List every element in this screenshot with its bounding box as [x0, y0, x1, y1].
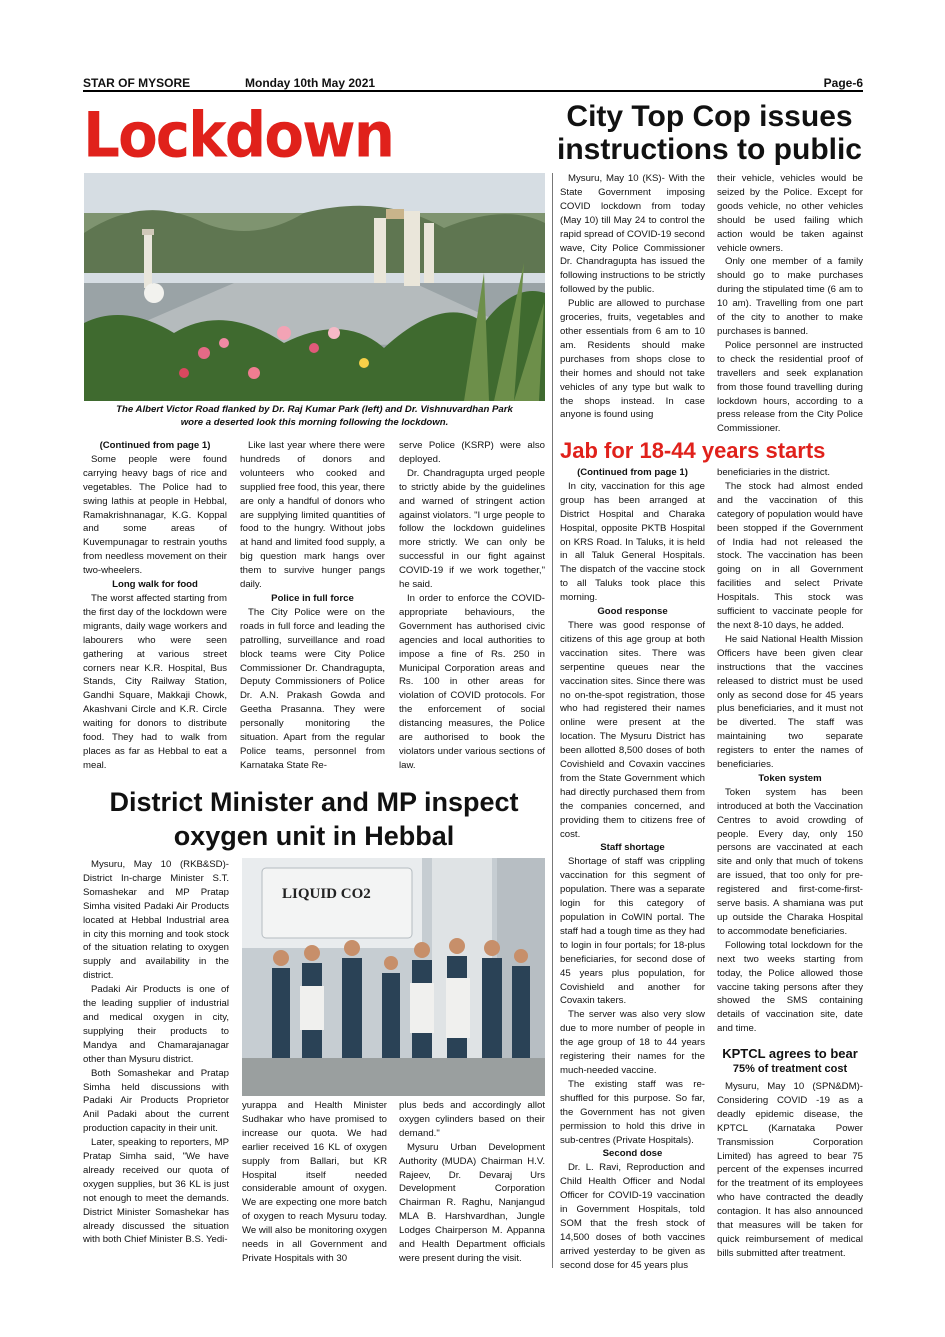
paragraph: The server was also very slow due to more number of people in the age group of 18 to 44 years registering their names for the much-needed vaccine. — [560, 1009, 705, 1076]
topcop-column-1 — [560, 172, 705, 422]
paragraph: The City Police were on the roads in full force and leading the patrolling, surveillance and road block teams were City Police Commissioner Dr. Chandragupta, Deputy Commissioners of Police Dr. A.N. Prakash Gowda and Geetha Prasanna. They were personally monitoring the situation. Apart from the regular Police teams, personnel from Karnataka State Re- — [240, 606, 385, 771]
paragraph: In order to enforce the COVID-appropriate behaviours, the Government has authorised civic agencies and local authorities to impose a fine of Rs. 250 in Municipal Corporation areas and Rs. 100 in other areas for violation of COVID protocols. For the enforcement of social distancing measures, the Police are authorised to book the violators under various sections of law. — [399, 592, 545, 771]
paragraph: There was good response of citizens of this age group at both vaccination sites. There was serpentine queues near the vaccination sites. Since there was no on-the-spot registration, those who had registered their names online were present at the location. The Mysuru District has been allotted 8,500 doses of both Covishield and Covaxin vaccines from the State Government which had directly purchased them from the companies concerned, and providing them to citizens free of cost. — [560, 619, 705, 840]
kptcl-headline-line-2: 75% of treatment cost — [732, 1063, 848, 1075]
paragraph: beneficiaries in the district. — [717, 467, 831, 478]
paragraph: their vehicle, vehicles would be seized by the Police. Except for goods vehicle, no other vehicles should be used failing which action would be taken against vehicle owners. — [717, 173, 863, 254]
paragraph: Shortage of staff was crippling vaccination for this segment of population. There was a separate login for this category of population in CoWIN portal. The staff had a tough time as they had to login in four portals; for 18-plus beneficiaries, for second dose of 45 years plus population, for Covishield and another for Covaxin takers. — [560, 856, 705, 1007]
paragraph: Mysuru, May 10 (RKB&SD)- District In-charge Minister S.T. Somashekar and MP Pratap Simha visited Padaki Air Products located at Hebbal Industrial area in city this morning and took stock of the situation relating to oxygen supply and availability in the district. — [83, 859, 229, 982]
district-headline-line-2: oxygen unit in Hebbal — [173, 821, 455, 851]
paragraph: Like last year where there were hundreds of donors and volunteers who cooked and supplied free food, this year, there are only a handful of donors who are supplying limited quantities of food to the hungry. Without jobs at hand and limited food supply, a big question mark hangs over them to survive hunger pangs daily. — [240, 440, 385, 591]
paragraph: He said National Health Mission Officers have been given clear instructions that the vaccines released to district must be used only as second dose for 45 years plus beneficiaries, and it must not be diverted. The staff was maintaining two separate registers to enter the names of beneficiaries. — [717, 633, 863, 771]
caption-line-1: The Albert Victor Road flanked by Dr. Raj Kumar Park (left) and Dr. Vishnuvardhan Park — [116, 404, 513, 415]
jab-column-1 — [560, 466, 705, 1273]
paragraph: Dr. L. Ravi, Reproduction and Child Health Officer and Nodal Officer for COVID-19 vaccination in Government Hospitals, told SOM that the fresh stock of 14,500 doses of both vaccines arrived yesterday to be given as second dose for 45 years plus — [560, 1162, 705, 1271]
kptcl-headline — [717, 1046, 863, 1077]
paragraph: Public are allowed to purchase groceries, fruits, vegetables and other essentials from 6 am to 10 am. Residents should make purchases from shops close to their homes and should not take vehicles of any type but walk to the shops instead. In case anyone is found using — [560, 298, 705, 421]
paragraph: The existing staff was re-shuffled for this purpose. So far, the Government has not given permission to hold this drive in sub-centres (Private Hospitals). — [560, 1078, 705, 1146]
albert-victor-road-photo — [84, 173, 545, 401]
paragraph: Padaki Air Products is one of the leading supplier of industrial and medical oxygen in city, supplying their products to Mandya and Chamarajanagar other than Mysuru district. — [83, 984, 229, 1065]
subhead-second-dose: Second dose — [602, 1148, 663, 1160]
masthead — [83, 74, 863, 92]
topcop-column-2 — [717, 172, 863, 436]
paragraph: plus beds and accordingly allot oxygen cylinders based on their demand." — [399, 1100, 545, 1139]
paragraph: Both Somashekar and Pratap Simha held discussions with Padaki Air Products Proprietor Anil Padaki about the current production capacity in their unit. — [83, 1067, 229, 1135]
paragraph: The stock had almost ended and the vaccination of this category of population would have been stopped if the Government of India had not released the stock. The vaccination has been going on in all Government facilities and select Private Hospitals. This stock was sufficient to vaccinate people for the next 8-10 days, he added. — [717, 480, 863, 631]
liquid-co2-sign: LIQUID CO2 — [282, 886, 371, 902]
paragraph: Police personnel are instructed to check the residential proof of travellers and seek explanation from those found travelling during lockdown hours, according to a press release from the City Police Commissioner. — [717, 339, 863, 435]
paragraph: Only one member of a family should go to make purchases during the stipulated time (6 am to 10 am). Travelling from one part of the city to another to make purchases is banned. — [717, 256, 863, 337]
paragraph: In city, vaccination for this age group has been arranged at District Hospital and Charaka Hospital, opposite PKTB Hospital on KRS Road. In Taluks, it is held in all Taluk General Hospitals. The dispatch of the vaccine stock to all Taluks took place this morning. — [560, 480, 705, 604]
district-column-3 — [399, 1099, 545, 1266]
jab-headline: Jab for 18-44 years starts — [560, 438, 826, 463]
paragraph: Dr. Chandragupta urged people to strictly abide by the guidelines and warned of stringent action against violators. "I urge people to follow the lockdown guidelines more strictly. We can only be successful in our fight against COVID-19 if we work together," he said. — [399, 467, 545, 591]
caption-line-2: wore a deserted look this morning following the lockdown. — [180, 417, 449, 428]
district-headline-line-1: District Minister and MP inspect — [109, 787, 519, 817]
jab-column-2 — [717, 466, 863, 1036]
district-headline — [83, 785, 545, 853]
kptcl-column — [717, 1080, 863, 1261]
paragraph: Some people were found carrying heavy bags of rice and vegetables. The Police had to swing lathis at people in Hebbal, Ramakrishnanagar, K.G. Koppal and some areas of Kuvempunagar to restrain youths from needless movement on their two-wheelers. — [83, 453, 227, 577]
topcop-headline — [553, 100, 866, 166]
paragraph: Mysuru, May 10 (KS)- With the State Government imposing COVID lockdown from today (May 10) till May 24 to control the rapid spread of COVID-19 second wave, City Police Commissioner Dr. Chandragupta has issued the following instructions to be strictly followed by the public. — [560, 173, 705, 296]
road-photo-illustration — [84, 173, 545, 401]
oxygen-unit-photo — [242, 858, 545, 1096]
page-number: Page-6 — [823, 76, 863, 90]
lockdown-headline: Lockdown — [83, 98, 393, 172]
topcop-headline-line-1: City Top Cop issues — [566, 100, 853, 133]
paragraph: Later, speaking to reporters, MP Pratap Simha said, "We have already received our quota of oxygen supplies, but 36 KL is just not enough to meet the demands. District Minister Somashekar has already discussed the situation with both Chief Minister B.S. Yedi- — [83, 1137, 229, 1246]
district-column-2 — [242, 1099, 387, 1266]
lockdown-column-1 — [83, 439, 227, 773]
subhead-token-system: Token system — [758, 772, 822, 784]
lockdown-photo-caption — [84, 403, 545, 429]
kptcl-headline-line-1: KPTCL agrees to bear — [722, 1046, 858, 1061]
paragraph: serve Police (KSRP) were also deployed. — [399, 440, 545, 465]
paragraph: Following total lockdown for the next two weeks starting from today, the Police allowed those vaccine taking persons after they showed the SMS containing details of vaccination site, date and time. — [717, 939, 863, 1035]
oxygen-photo-illustration — [242, 858, 545, 1096]
paragraph: Token system has been introduced at both the Vaccination Centres to avoid crowding of people. Every day, only 150 persons are vaccinated at each site and only that much of tokens are issued, that too only for pre-registered and first-come-first-serve basis. A shamiana was put up outside the Charaka Hospital to accommodate beneficiaries. — [717, 786, 863, 937]
paragraph: The worst affected starting from the first day of the lockdown were migrants, daily wage workers and labourers who were seen gathering at various street corners near K.R. Hospital, Bus Stands, City Railway Station, Gandhi Square, Makkaji Chowk, Akashvani Circle and K.R. Circle waiting for donors to distribute food. They had to walk from places as far as Hebbal to eat a meal. — [83, 592, 227, 771]
paragraph: yurappa and Health Minister Sudhakar who have promised to increase our quota. We had earlier received 16 KL of oxygen supply from Ballari, but KR Hospital itself needed considerable amount of oxygen. We are expecting one more batch of oxygen to reach Mysuru today. We will also be monitoring oxygen needs in all Government and Private Hospitals with 30 — [242, 1100, 387, 1264]
continued-note: (Continued from page 1) — [99, 440, 211, 451]
lockdown-column-3 — [399, 439, 545, 773]
lockdown-column-2 — [240, 439, 385, 773]
topcop-headline-line-2: instructions to public — [557, 133, 862, 166]
paragraph: Mysuru Urban Development Authority (MUDA) Chairman H.V. Rajeev, Dr. Devaraj Urs Development Corporation Chairman R. Raghu, Nanjangud MLA B. Harshvardhan, Jungle Lodges Chairperson M. Appanna and Health Department officials were present during the visit. — [399, 1141, 545, 1264]
subhead-staff-shortage: Staff shortage — [600, 842, 665, 854]
subhead-good-response: Good response — [597, 606, 668, 618]
column-divider — [552, 173, 553, 1268]
district-column-1 — [83, 858, 229, 1247]
subhead-police: Police in full force — [271, 592, 354, 604]
paragraph: Mysuru, May 10 (SPN&DM)- Considering COVID -19 as a deadly epidemic disease, the KPTCL (Karnataka Power Transmission Corporation Limited) has agreed to bear 75 percent of the expenses incurred for the treatment of its employees who have contracted the deadly contagion. It has also announced that measures will be taken for quick reimbursement of medical bills submitted after treatment. — [717, 1081, 863, 1259]
continued-note: (Continued from page 1) — [577, 467, 688, 478]
subhead-long-walk: Long walk for food — [112, 579, 198, 591]
issue-date: Monday 10th May 2021 — [245, 76, 376, 90]
paper-name: STAR OF MYSORE — [83, 76, 191, 90]
